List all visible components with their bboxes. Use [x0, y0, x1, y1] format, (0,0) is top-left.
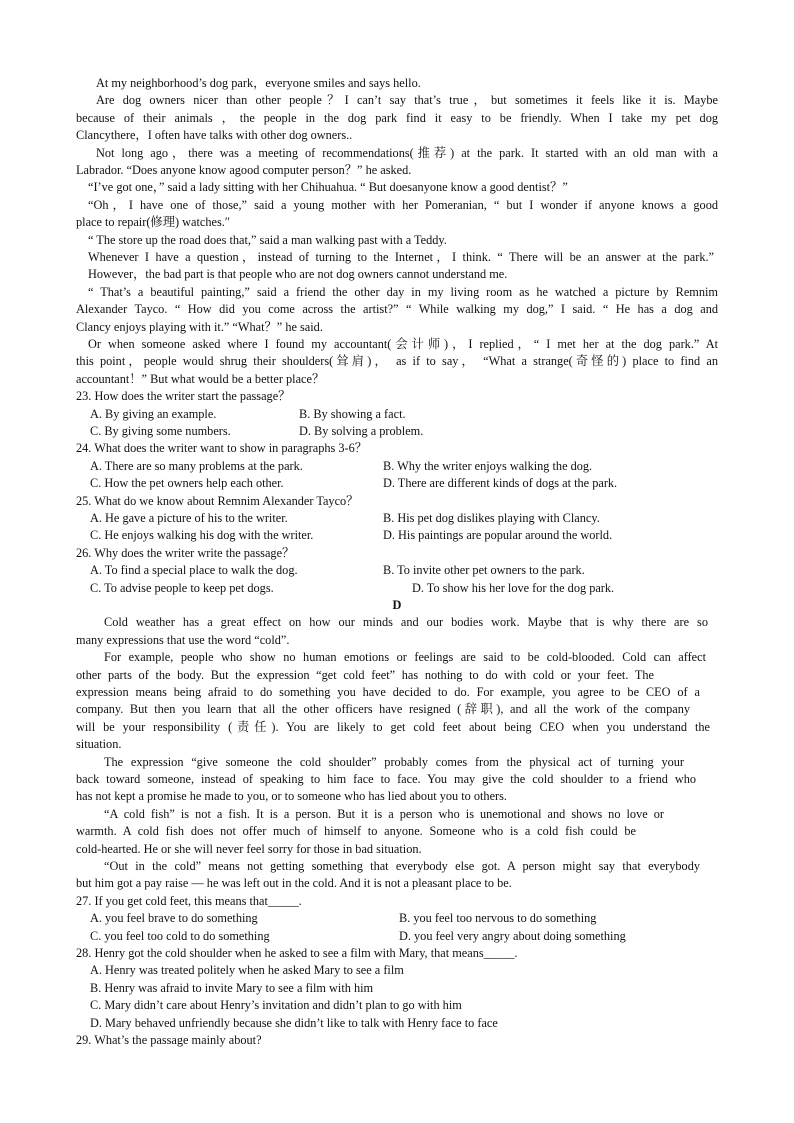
passage-d-p2-line5: will be your responsibility (责任). You are likely to get cold feet about being CEO when you understand the — [76, 719, 710, 734]
passage-d-p2-line6: situation. — [76, 737, 122, 752]
passage-c-p10-line2: this point，people would shrug their shoulders(耸肩)， as if to say， “What a strange(奇怪的) place to find an — [76, 354, 718, 369]
passage-c-p6-line1: “ The store up the road does that,” said a man walking past with a Teddy. — [88, 232, 447, 247]
passage-d-p5-line2: but him got a pay raise — he was left out in the cold. And it is not a pleasant place to be. — [76, 876, 512, 891]
question-24-stem: 24. What does the writer want to show in paragraphs 3-6？ — [76, 441, 368, 456]
q25-option-d[interactable]: D. His paintings are popular around the world. — [383, 528, 613, 543]
passage-d-p2-line3: expression means being afraid to do something you have decided to do. For example, you agree to be CEO of a — [76, 685, 700, 699]
question-26-options-row2 — [76, 580, 718, 597]
passage-c-p7-line1: Whenever I have a question，instead of turning to the Internet，I think. “ There will be an answer at the park.” — [88, 250, 714, 264]
q25-option-a[interactable]: A. He gave a picture of his to the writer. — [90, 511, 288, 525]
passage-c-p10-line1: Or when someone asked where I found my accountant(会计师)，I replied，“ I met her at the dog park.” At — [88, 337, 718, 351]
q25-option-c[interactable]: C. He enjoys walking his dog with the writer. — [90, 528, 314, 543]
q27-option-b[interactable]: B. you feel too nervous to do something — [399, 911, 597, 926]
question-26-stem: 26. Why does the writer write the passage？ — [76, 545, 295, 560]
q24-option-d[interactable]: D. There are different kinds of dogs at the park. — [383, 476, 618, 491]
question-27-options-row2 — [76, 928, 718, 945]
q26-option-c[interactable]: C. To advise people to keep pet dogs. — [90, 580, 274, 595]
passage-c-p1-line1: At my neighborhood’s dog park，everyone smiles and says hello. — [96, 76, 421, 90]
q23-option-a[interactable]: A. By giving an example. — [90, 406, 217, 421]
passage-c-p8-line1: However，the bad part is that people who are not dog owners cannot understand me. — [88, 267, 508, 282]
passage-c-p4-line1: “I’ve got one，” said a lady sitting with her Chihuahua. “ But doesanyone know a good dentist？” — [88, 180, 568, 195]
passage-d-p4-line3: cold-hearted. He or she will never feel sorry for those in bad situation. — [76, 841, 422, 856]
passage-c-p5-line1: “Oh，I have one of those,” said a young mother with her Pomeranian, “ but I wonder if anyone knows a good — [88, 197, 718, 212]
passage-c-p2-line2: because of their animals ，the people in the dog park find it easy to be friendly. When I take my pet dog — [76, 110, 718, 125]
passage-c-p2-line1: Are dog owners nicer than other people？I can’t say that’s true，but sometimes it feels like it is. Maybe — [96, 93, 718, 108]
q27-option-a[interactable]: A. you feel brave to do something — [90, 911, 258, 926]
passage-d-heading: D — [392, 598, 402, 612]
q25-option-b[interactable]: B. His pet dog dislikes playing with Clancy. — [383, 511, 600, 525]
passage-c-p9-line3: Clancy enjoys playing with it.” “What？” he said. — [76, 319, 323, 334]
question-23-options-row2 — [76, 423, 718, 440]
question-27-stem: 27. If you get cold feet, this means that_____. — [76, 893, 302, 908]
question-23-stem: 23. How does the writer start the passage？ — [76, 389, 291, 404]
q27-option-d[interactable]: D. you feel very angry about doing something — [399, 928, 626, 943]
question-24-options-row2 — [76, 475, 718, 492]
question-25-options — [76, 510, 718, 527]
q28-option-a[interactable]: A. Henry was treated politely when he asked Mary to see a film — [90, 963, 404, 978]
passage-c-p3-line2: Labrador. “Does anyone know agood computer person？” he asked. — [76, 163, 412, 177]
q24-option-b[interactable]: B. Why the writer enjoys walking the dog. — [383, 458, 593, 473]
passage-d-p2-line4: company. But then you learn that all the other officers have resigned (辞职), and all the work of the company — [76, 702, 690, 717]
question-24-options — [76, 458, 718, 475]
passage-c-p9-line2: Alexander Tayco. “ How did you come across the artist?” “ While walking my dog,” I said. “ He has a dog and — [76, 302, 718, 317]
passage-d-p3-line3: has not kept a promise he made to you, or to someone who has lied about you to others. — [76, 789, 507, 804]
q26-option-b[interactable]: B. To invite other pet owners to the park. — [383, 563, 585, 578]
passage-d-p4-line1: “A cold fish” is not a fish. It is a person. But it is a person who is unemotional and shows no love or — [104, 806, 664, 821]
q26-option-a[interactable]: A. To find a special place to walk the dog. — [90, 563, 298, 578]
passage-d-p3-line2: back toward someone, instead of speaking to him face to face. You may give the cold shoulder to a friend who — [76, 772, 696, 786]
q24-option-c[interactable]: C. How the pet owners help each other. — [90, 476, 284, 491]
passage-d-p2-line1: For example, people who show no human emotions or feelings are said to be cold-blooded. Cold can affect — [104, 650, 706, 665]
q26-option-d[interactable]: D. To show his her love for the dog park. — [412, 580, 615, 595]
q28-option-d[interactable]: D. Mary behaved unfriendly because she didn’t like to talk with Henry face to face — [90, 1015, 498, 1030]
passage-d-p5-line1: “Out in the cold” means not getting something that everybody else got. A person might say that everybody — [104, 859, 700, 873]
passage-d-p2-line2: other parts of the body. But the expression “get cold feet” has nothing to do with cold or your feet. The — [76, 667, 654, 682]
q23-option-c[interactable]: C. By giving some numbers. — [90, 424, 231, 438]
q27-option-c[interactable]: C. you feel too cold to do something — [90, 928, 270, 943]
passage-c-p10-line3: accountant！” But what would be a better place？ — [76, 371, 325, 386]
q28-option-b[interactable]: B. Henry was afraid to invite Mary to see a film with him — [90, 980, 374, 995]
question-29-stem: 29. What’s the passage mainly about? — [76, 1033, 262, 1047]
passage-d-p1-line2: many expressions that use the word “cold”. — [76, 632, 290, 647]
question-23-options — [76, 406, 718, 423]
q23-option-b[interactable]: B. By showing a fact. — [299, 406, 406, 421]
passage-d-p4-line2: warmth. A cold fish does not offer much of himself to anyone. Someone who is a cold fish could be — [76, 824, 636, 839]
passage-c-p3-line1: Not long ago，there was a meeting of recommendations(推荐) at the park. It started with an old man with a — [96, 145, 718, 160]
question-25-options-row2 — [76, 527, 718, 544]
question-25-stem: 25. What do we know about Remnim Alexander Tayco？ — [76, 493, 359, 508]
question-28-stem: 28. Henry got the cold shoulder when he asked to see a film with Mary, that means_____. — [76, 946, 518, 960]
question-26-options — [76, 562, 718, 579]
passage-c-p5-line2: place to repair(修理) watches.″ — [76, 215, 230, 230]
q23-option-d[interactable]: D. By solving a problem. — [299, 424, 424, 438]
passage-d-p1-line1: Cold weather has a great effect on how our minds and our bodies work. Maybe that is why there are so — [104, 615, 708, 630]
passage-d-p3-line1: The expression “give someone the cold shoulder” probably comes from the physical act of turning your — [104, 754, 684, 769]
q24-option-a[interactable]: A. There are so many problems at the park. — [90, 458, 303, 473]
q28-option-c[interactable]: C. Mary didn’t care about Henry’s invitation and didn’t plan to go with him — [90, 998, 462, 1013]
passage-c-p2-line3: Clancythere，I often have talks with other dog owners.. — [76, 128, 353, 143]
question-27-options — [76, 910, 718, 927]
passage-c-p9-line1: “ That’s a beautiful painting,” said a friend the other day in my living room as he watched a picture by Remnim — [88, 284, 718, 299]
